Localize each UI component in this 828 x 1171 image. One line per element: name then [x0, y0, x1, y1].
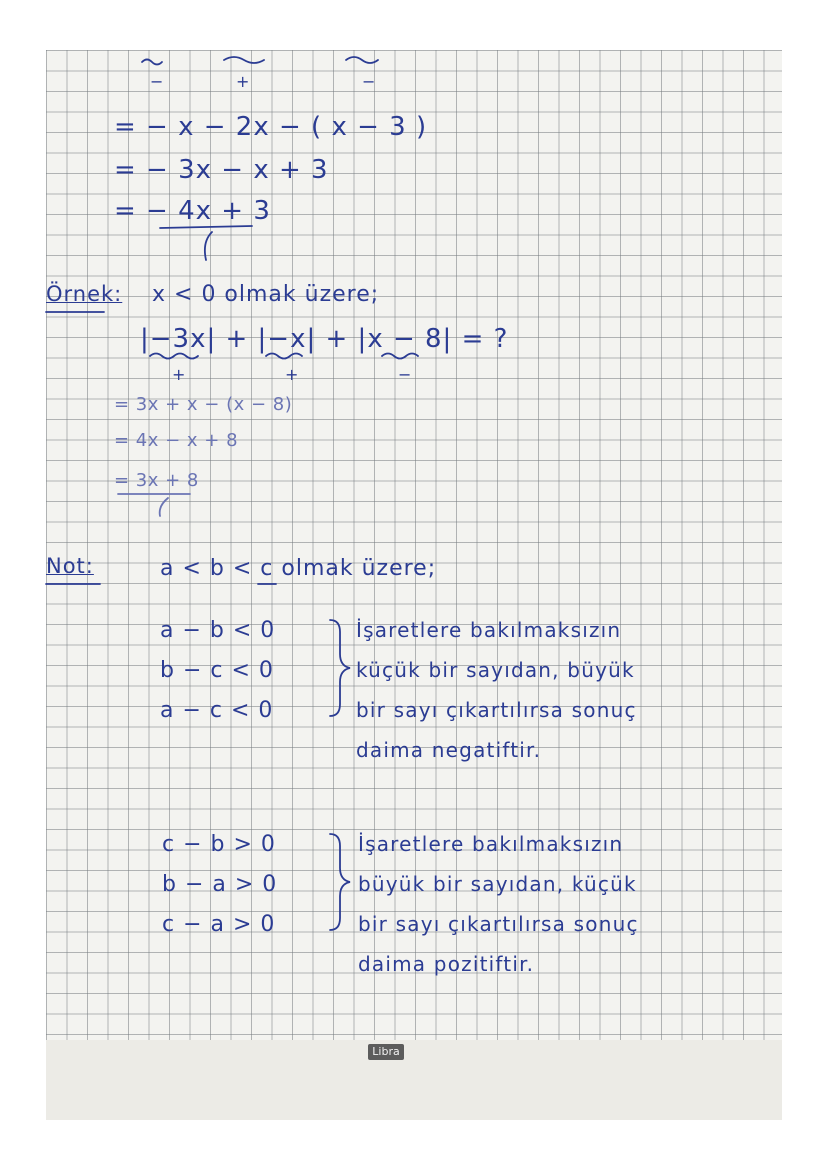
group1-text-3: bir sayı çıkartılırsa sonuç: [356, 698, 637, 722]
group2-row-1: c − b > 0: [162, 832, 276, 857]
group1-row-3: a − c < 0: [160, 698, 274, 723]
example-sign-1: +: [172, 365, 187, 384]
group2-row-2: b − a > 0: [162, 872, 278, 897]
solution-line-1: = − x − 2x − ( x − 3 ): [114, 112, 428, 142]
example-step-1: = 3x + x − (x − 8): [114, 394, 293, 415]
solution-line-3: = − 4x + 3: [114, 196, 271, 226]
group2-text-1: İşaretlere bakılmaksızın: [358, 832, 624, 856]
note-condition: a < b < c olmak üzere;: [160, 556, 437, 581]
group2-text-4: daima pozitiftir.: [358, 952, 535, 976]
solution-line-2: = − 3x − x + 3: [114, 155, 329, 185]
sign-minus-1: −: [150, 72, 165, 91]
example-label: Örnek:: [46, 282, 123, 306]
example-sign-2: +: [285, 365, 300, 384]
example-expression: |−3x| + |−x| + |x − 8| = ?: [140, 324, 509, 354]
example-sign-3: −: [398, 365, 413, 384]
group1-text-2: küçük bir sayıdan, büyük: [356, 658, 635, 682]
example-step-2: = 4x − x + 8: [114, 430, 239, 451]
paper-margin-bottom: [46, 1040, 782, 1120]
sign-minus-2: −: [362, 72, 377, 91]
group1-text-1: İşaretlere bakılmaksızın: [356, 618, 622, 642]
group2-text-3: bir sayı çıkartılırsa sonuç: [358, 912, 639, 936]
group2-text-2: büyük bir sayıdan, küçük: [358, 872, 637, 896]
example-condition: x < 0 olmak üzere;: [152, 282, 380, 307]
sign-plus-1: +: [236, 72, 251, 91]
group1-row-2: b − c < 0: [160, 658, 274, 683]
group2-row-3: c − a > 0: [162, 912, 276, 937]
watermark-logo: Libra: [368, 1044, 404, 1060]
note-label: Not:: [46, 554, 94, 578]
example-step-3: = 3x + 8: [114, 470, 199, 491]
group1-text-4: daima negatiftir.: [356, 738, 542, 762]
group1-row-1: a − b < 0: [160, 618, 276, 643]
